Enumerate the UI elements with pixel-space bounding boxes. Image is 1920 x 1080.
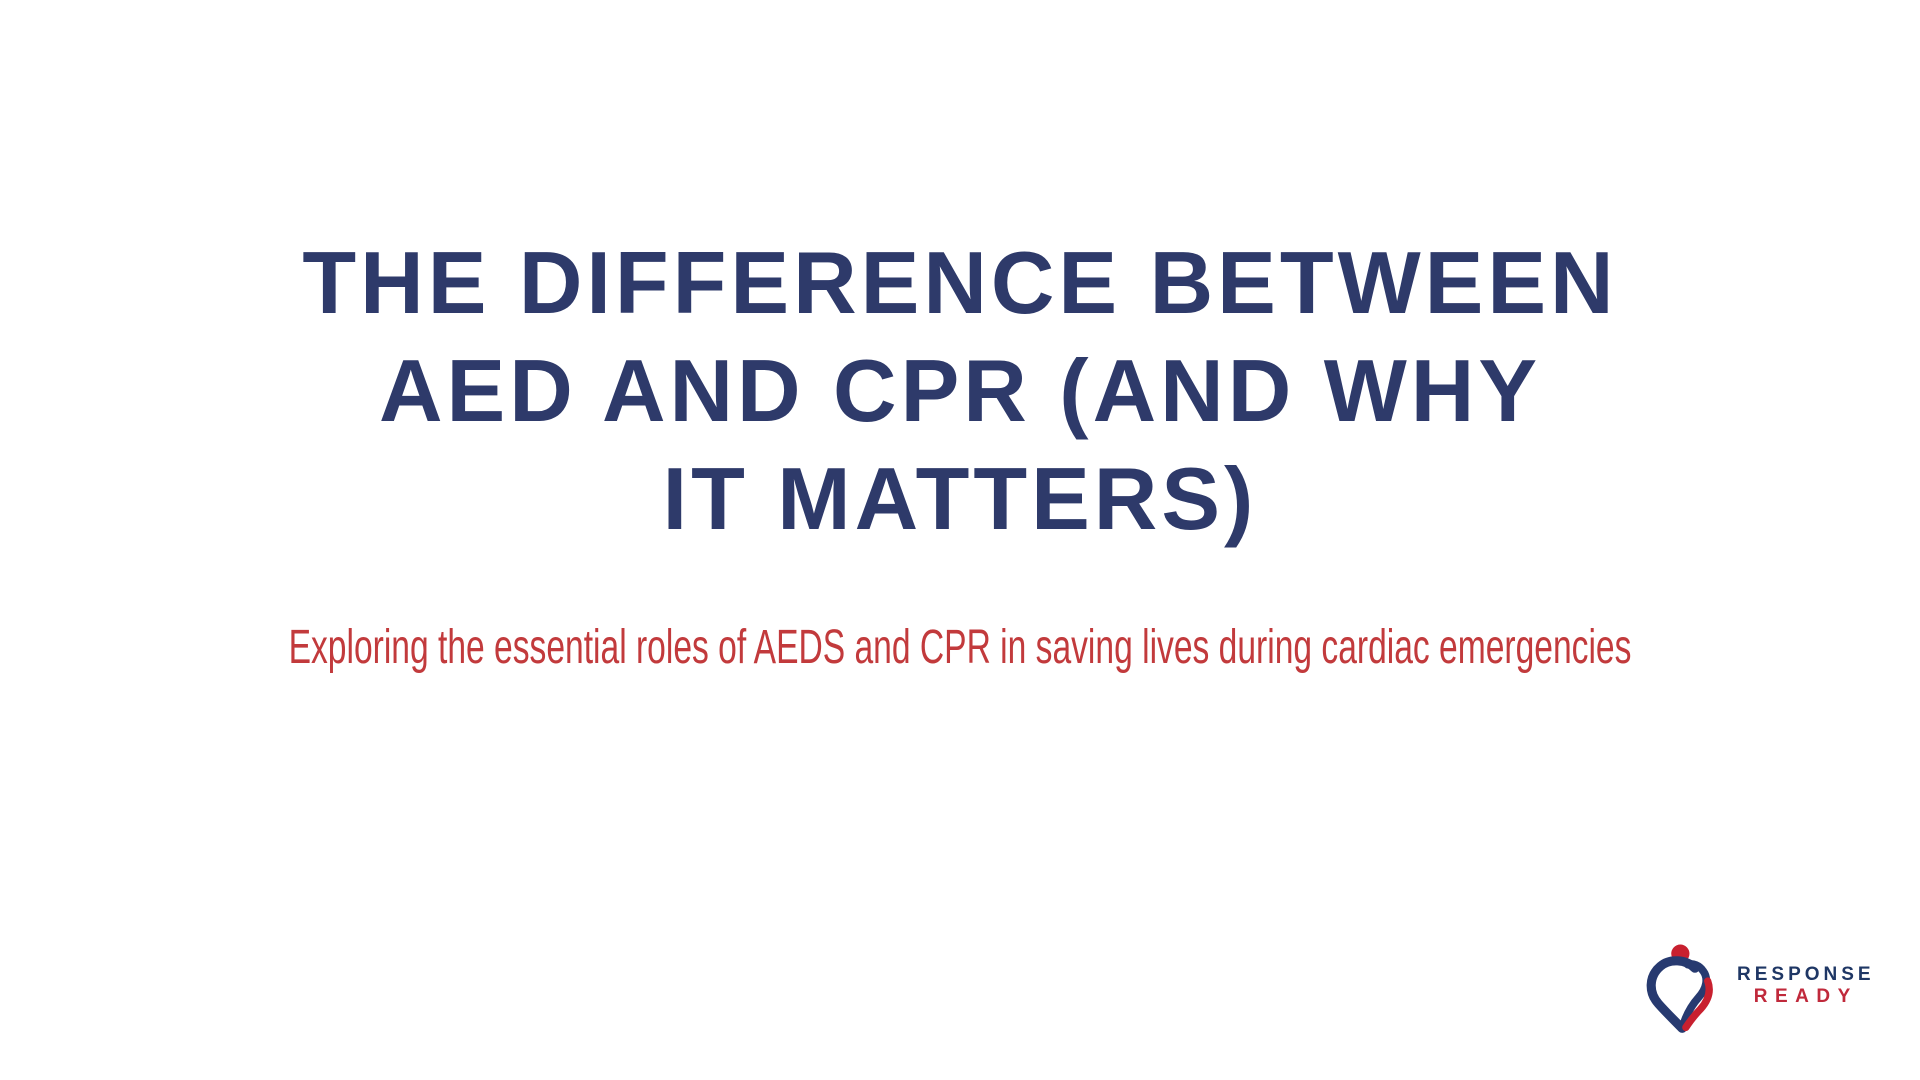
slide-title-line-3: IT MATTERS) <box>662 449 1258 548</box>
logo-wordmark-line-2: READY <box>1753 986 1858 1007</box>
logo-wordmark <box>1737 964 1875 1008</box>
logo-wordmark-line-1: RESPONSE <box>1737 964 1875 985</box>
slide-title-line-1: THE DIFFERENCE BETWEEN <box>302 233 1618 332</box>
slide-subtitle: Exploring the essential roles of AEDS and CPR in saving lives during cardiac emergencies <box>288 621 1632 674</box>
heart-figure-icon <box>1643 936 1725 1036</box>
response-ready-logo <box>1643 936 1875 1036</box>
slide-title <box>0 229 1920 553</box>
slide-title-line-2: AED AND CPR (AND WHY <box>378 341 1542 440</box>
